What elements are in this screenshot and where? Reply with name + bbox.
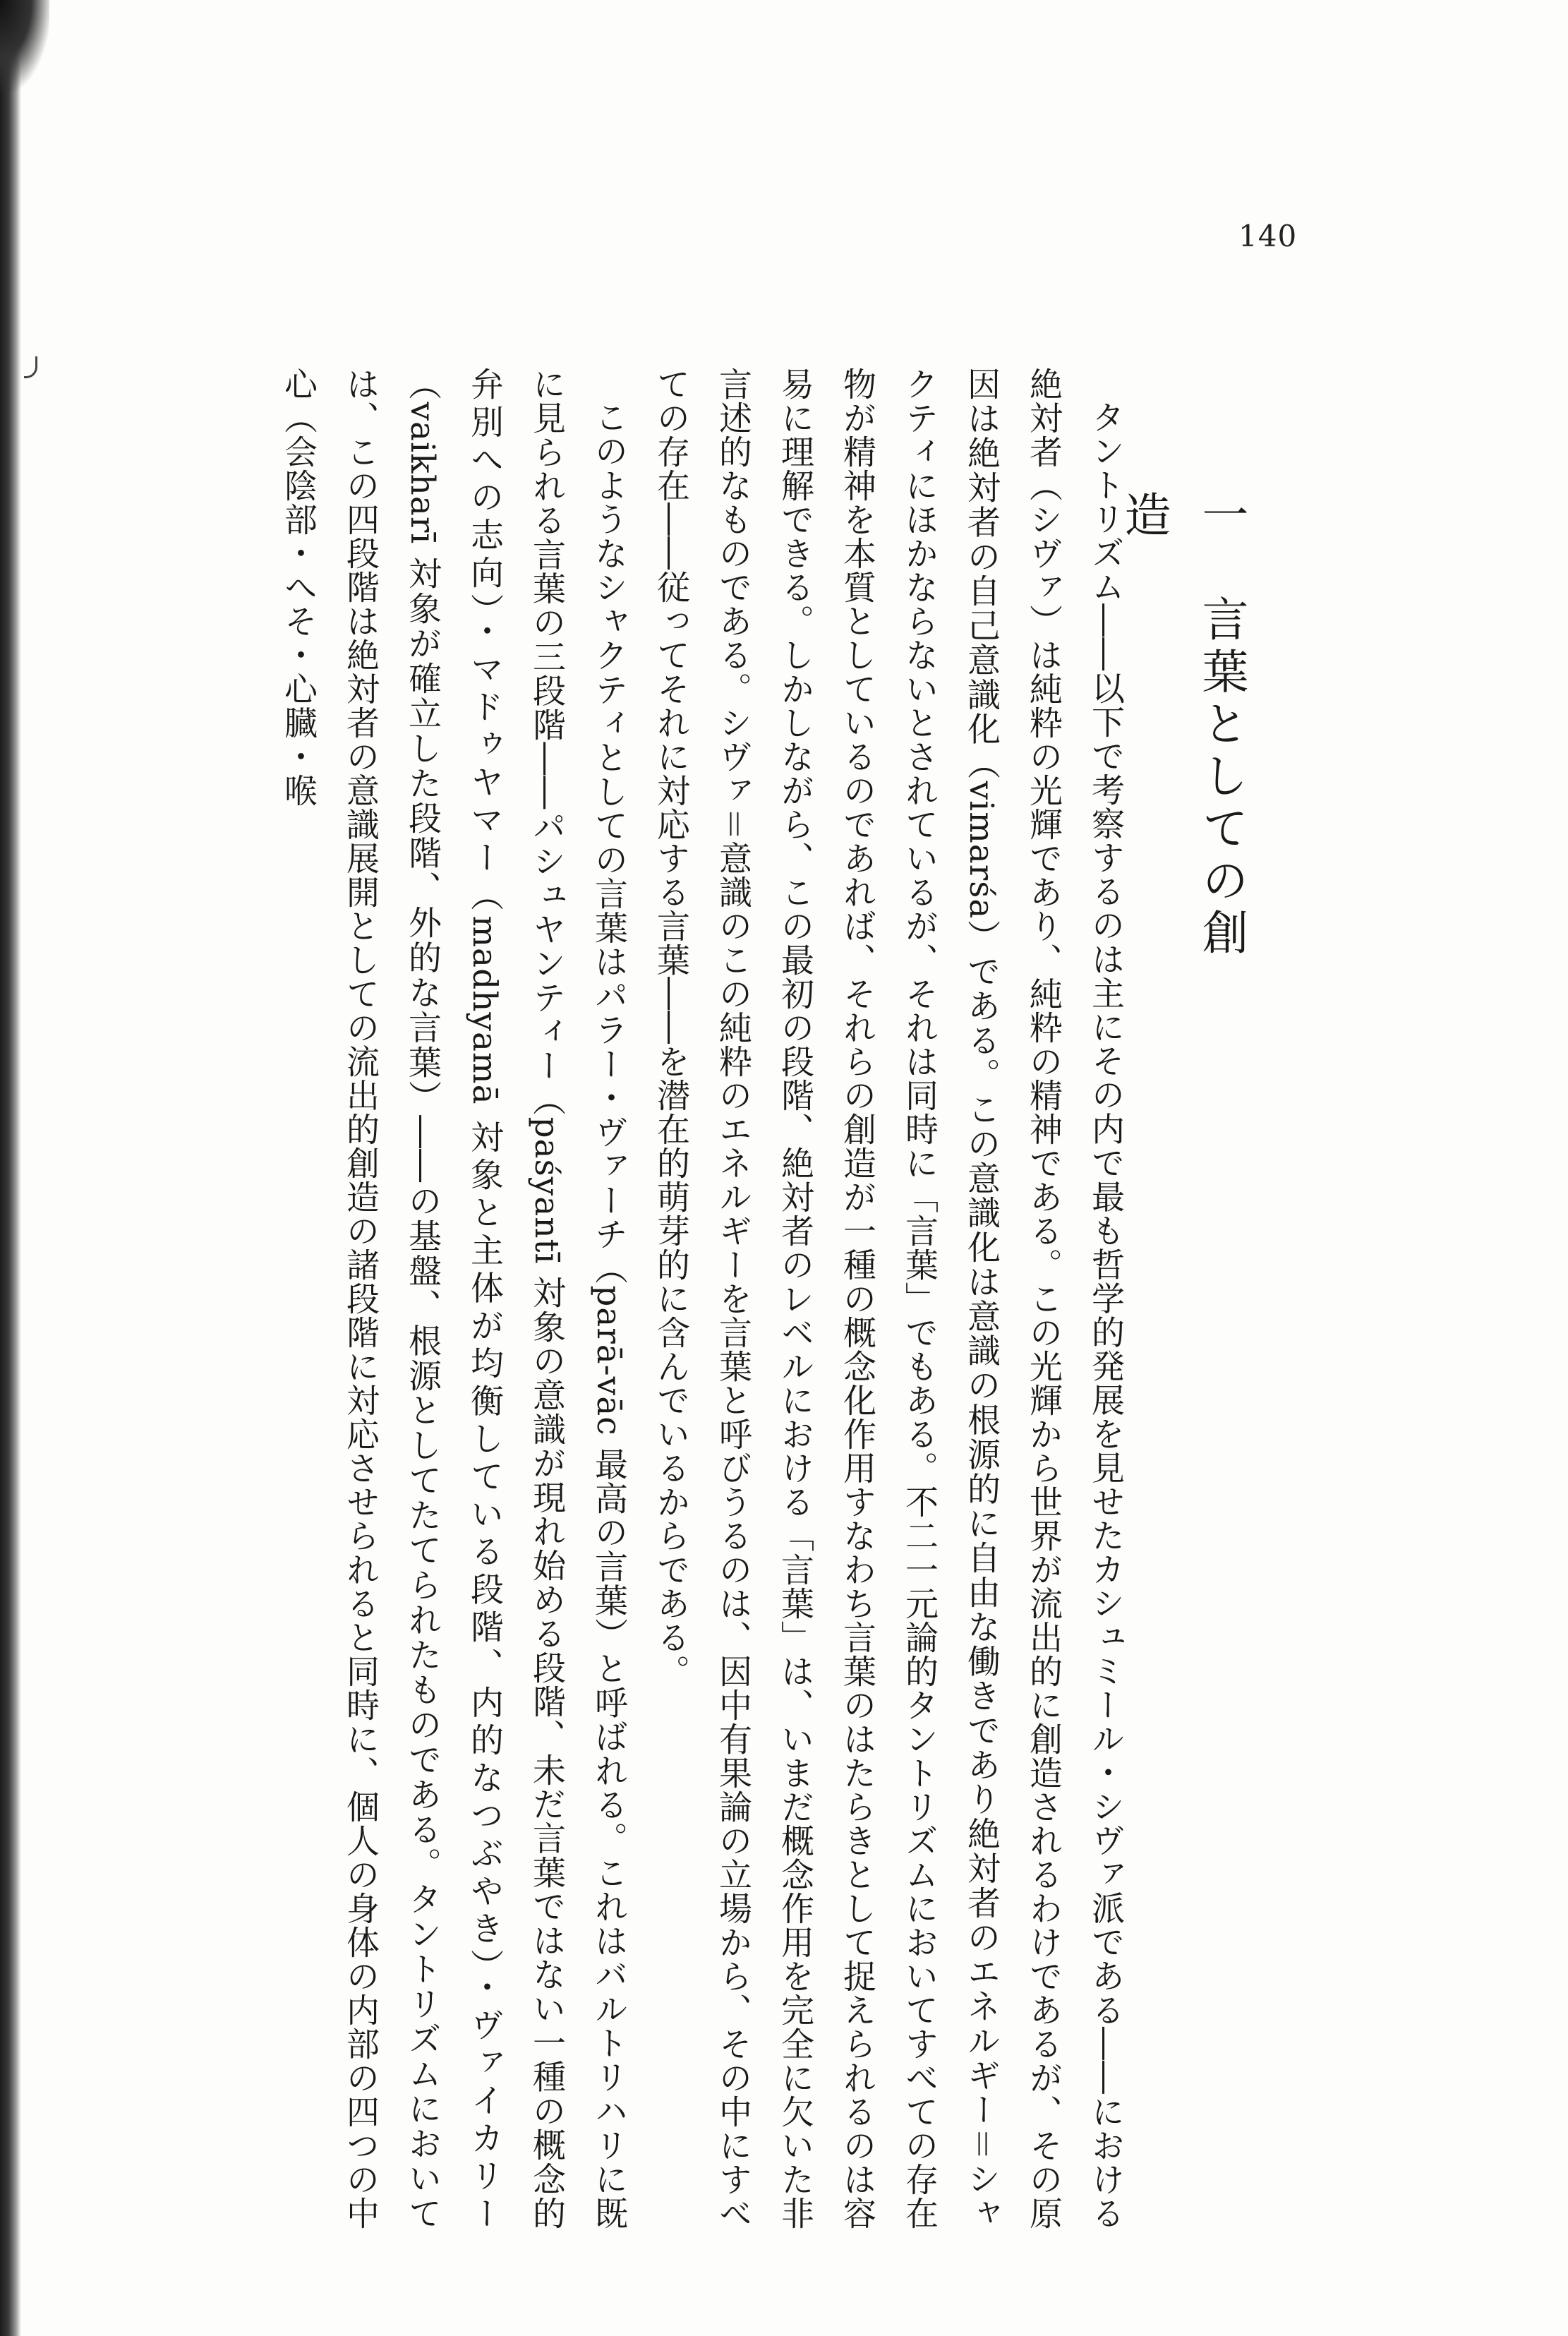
paragraph: このようなシャクティとしての言葉はパラー・ヴァーチ（parā-vāc 最高の言葉）と呼ばれる。これはバルトリハリに既に見られる言葉の三段階――パシュヤンティー（paśyantī 対象の意識が現れ始める段階、未だ言葉ではない一種の概念的弁別への志向）・マドゥヤマー（madhyamā 対象と主体が均衡している段階、内的なつぶやき）・ヴァイカリー（vaikharī 対象が確立した段階、外的な言葉）――の基盤、根源としてたてられたものである。タントリズムにおいては、この四段階は絶対者の意識展開としての流出的創造の諸段階に対応させられると同時に、個人の身体の内部の四つの中心（会陰部・へそ・心臓・喉 bbox=[279, 367, 628, 2231]
scan-shadow-corner bbox=[0, 0, 49, 92]
section-heading: 一 言葉としての創造 bbox=[1116, 490, 1248, 961]
scan-shadow-edge bbox=[0, 0, 21, 2336]
paragraph: タントリズム――以下で考察するのは主にその内で最も哲学的発展を見せたカシュミール・シヴァ派である――における絶対者（シヴァ）は純粋の光輝であり、純粋の精神である。この光輝から世界が流出的に創造されるわけであるが、その原因は絶対者の自己意識化（vimarśa）である。この意識化は意識の根源的に自由な働きであり絶対者のエネルギー＝シャクティにほかならないとされているが、それは同時に「言葉」でもある。不二一元論的タントリズムにおいてすべての存在物が精神を本質としているのであれば、それらの創造が一種の概念化作用すなわち言葉のはたらきとして捉えられるのは容易に理解できる。しかしながら、この最初の段階、絶対者のレベルにおける「言葉」は、いまだ概念作用を完全に欠いた非言述的なものである。シヴァ＝意識のこの純粋のエネルギーを言葉と呼びうるのは、因中有果論の立場から、その中にすべての存在――従ってそれに対応する言葉――を潜在的萌芽的に含んでいるからである。 bbox=[651, 367, 1125, 2230]
body-text bbox=[78, 367, 1136, 2230]
page-number: 140 bbox=[1238, 219, 1298, 253]
margin-bracket-mark bbox=[24, 356, 37, 378]
